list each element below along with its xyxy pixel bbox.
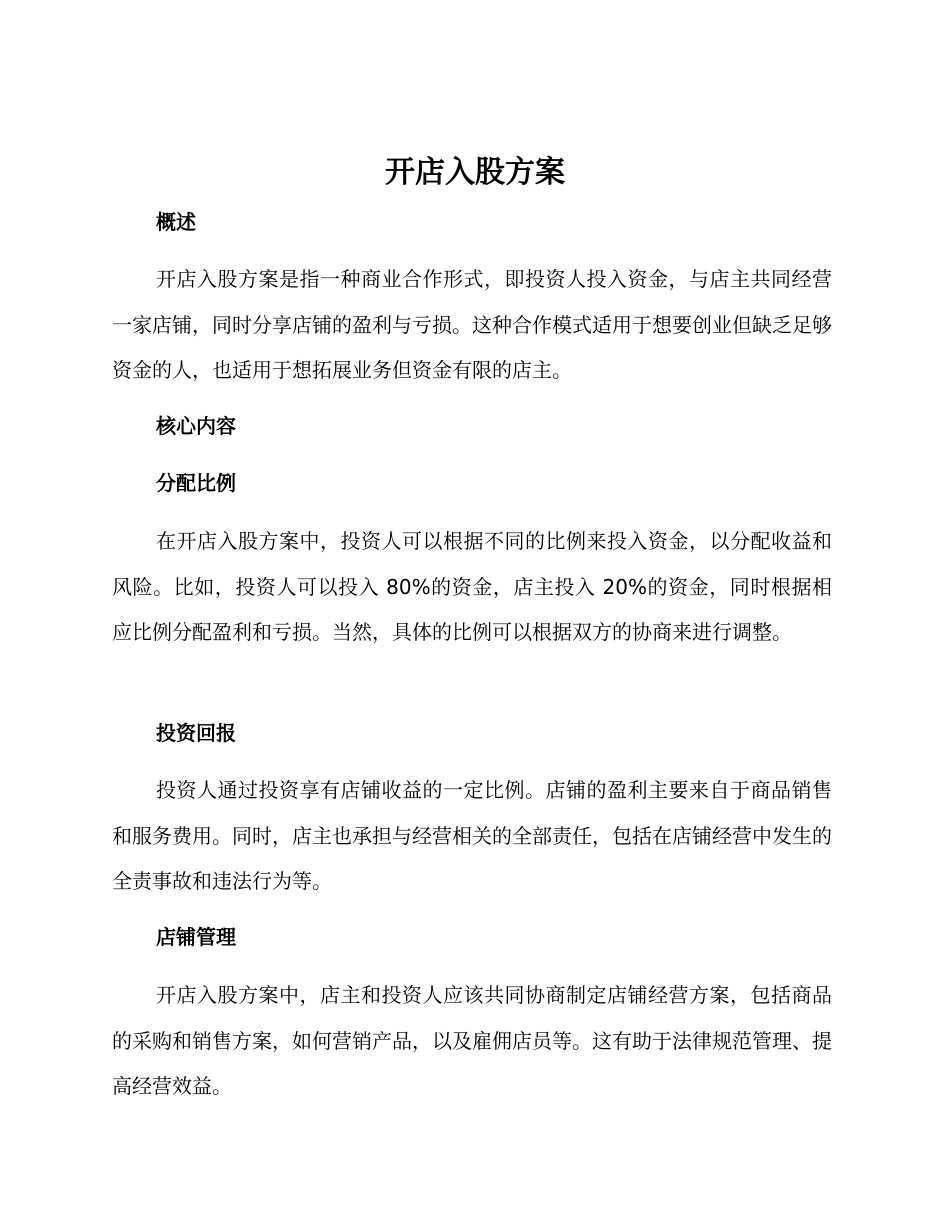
paragraph-investment-return: 投资人通过投资享有店铺收益的一定比例。店铺的盈利主要来自于商品销售和服务费用。同时，店主也承担与经营相关的全部责任，包括在店铺经营中发生的全责事故和违法行为等。 xyxy=(112,778,832,893)
section-heading-distribution-ratio: 分配比例 xyxy=(156,471,236,495)
document-title: 开店入股方案 xyxy=(385,155,565,190)
section-heading-overview: 概述 xyxy=(156,210,196,234)
section-heading-core-content: 核心内容 xyxy=(156,414,236,438)
section-heading-investment-return: 投资回报 xyxy=(156,721,236,745)
paragraph-store-management: 开店入股方案中，店主和投资人应该共同协商制定店铺经营方案，包括商品的采购和销售方案，如何营销产品，以及雇佣店员等。这有助于法律规范管理、提高经营效益。 xyxy=(112,983,832,1098)
paragraph-distribution-ratio: 在开店入股方案中，投资人可以根据不同的比例来投入资金，以分配收益和风险。比如，投资人可以投入 80%的资金，店主投入 20%的资金，同时根据相应比例分配盈利和亏损。当然，具体的比例可以根据双方的协商来进行调整。 xyxy=(112,529,832,644)
paragraph-overview: 开店入股方案是指一种商业合作形式，即投资人投入资金，与店主共同经营一家店铺，同时分享店铺的盈利与亏损。这种合作模式适用于想要创业但缺乏足够资金的人，也适用于想拓展业务但资金有限的店主。 xyxy=(112,267,832,382)
section-heading-store-management: 店铺管理 xyxy=(156,925,236,949)
